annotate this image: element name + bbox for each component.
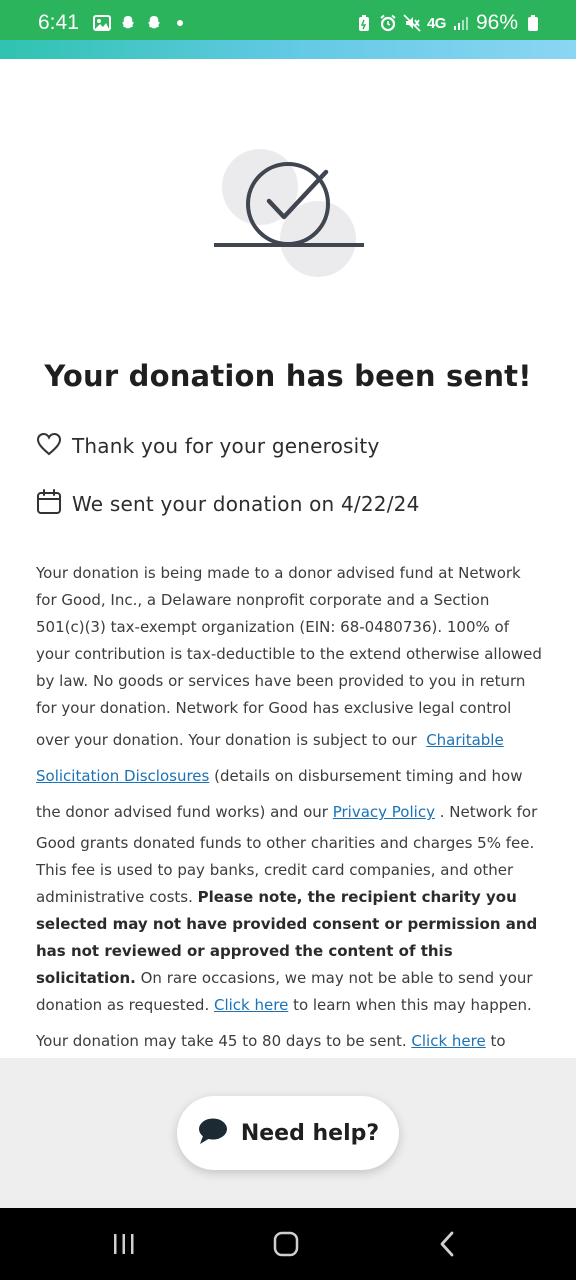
need-help-button[interactable]: [177, 1096, 399, 1170]
home-button[interactable]: [266, 1228, 306, 1260]
footer: [0, 1058, 576, 1208]
battery-percent: 96%: [475, 11, 518, 34]
network-type: 4G: [426, 14, 446, 32]
battery-saver-icon: [355, 14, 373, 32]
need-help-label: Need help?: [240, 1120, 380, 1146]
page-title: Your donation has been sent!: [44, 359, 532, 393]
legal-text-1: Your donation is being made to a donor advised fund at Network for Good, Inc., a Delaware nonprofit corporate and a Section 501(c)(3) tax-exempt organization (EIN: 68-0480736). 100% of your contribution is tax-deductible to the extend otherwise allowed by law. No goods or services have been provided to you in return for your donation. Network for Good has exclusive legal control over your donation. Your donation is subject to our: [36, 564, 542, 749]
signal-icon: [452, 14, 470, 32]
gallery-icon: [93, 14, 111, 32]
timing-text: Your donation may take 45 to 80 days to be sent.: [36, 1032, 412, 1050]
success-checkmark-illustration: [214, 143, 364, 279]
status-time: 6:41: [38, 11, 79, 34]
confirmation-page: [0, 59, 576, 1059]
chat-bubble-icon: [197, 1117, 229, 1149]
click-here-link-1[interactable]: Click here: [213, 996, 289, 1014]
legal-text-4: On rare occasions, we may not be able to send your donation as requested.: [36, 969, 533, 1014]
calendar-icon: [36, 489, 62, 519]
header-gradient-strip: [0, 40, 576, 59]
back-button[interactable]: [428, 1228, 468, 1260]
timing-text-end: to: [490, 1032, 506, 1050]
consent-notice: Please note, the recipient charity you selected may not have provided consent or permission and has not reviewed or approved the content of this solicitation.: [36, 888, 538, 987]
legal-text-5: to learn when this may happen.: [288, 996, 532, 1014]
heart-icon: [36, 432, 62, 460]
dot-icon: [171, 14, 189, 32]
mute-icon: [403, 14, 421, 32]
system-nav-bar: [0, 1208, 576, 1280]
legal-text-2: (details on disbursement timing and how the donor advised fund works) and our: [36, 767, 523, 821]
legal-paragraph: [36, 560, 542, 1019]
recent-apps-button[interactable]: [104, 1228, 144, 1260]
click-here-link-2[interactable]: Click here: [411, 1032, 486, 1050]
sent-date-text: We sent your donation on 4/22/24: [72, 492, 420, 516]
thanks-row: [36, 432, 380, 460]
charitable-disclosures-link[interactable]: Charitable Solicitation Disclosures: [36, 731, 504, 785]
thanks-text: Thank you for your generosity: [72, 434, 380, 458]
battery-icon: [524, 14, 542, 32]
sent-date-row: [36, 489, 420, 519]
alarm-icon: [379, 14, 397, 32]
snapchat-icon: [119, 14, 137, 32]
privacy-policy-link[interactable]: Privacy Policy: [332, 803, 435, 821]
legal-text-3: . Network for Good grants donated funds to other charities and charges 5% fee. This fee is used to pay banks, credit card companies, and other administrative costs.: [36, 803, 538, 906]
legal-disclosure: [36, 560, 542, 1089]
snapchat-icon: [145, 14, 163, 32]
